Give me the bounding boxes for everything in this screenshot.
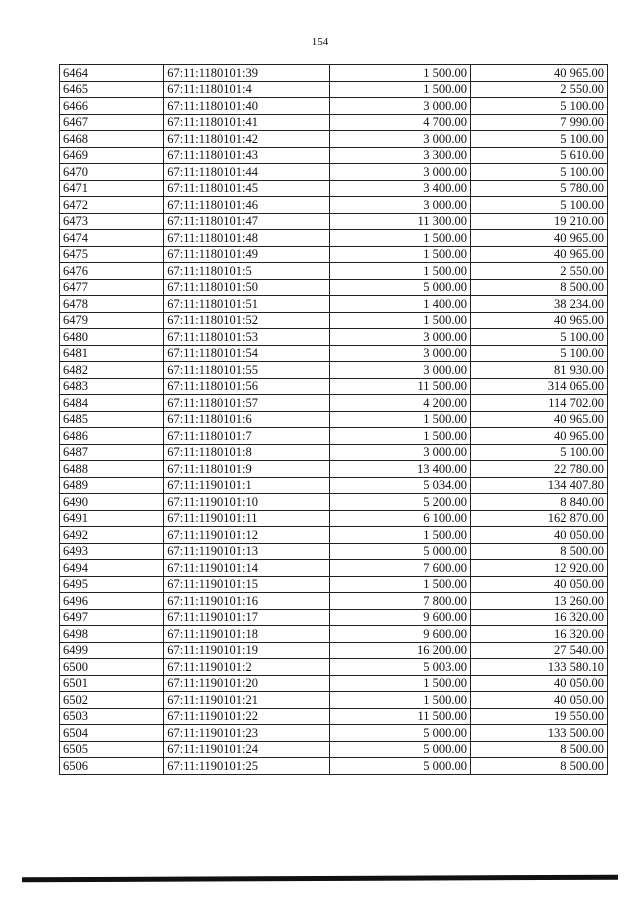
value-cell: 16 320.00 (470, 626, 607, 643)
value-cell: 5 100.00 (470, 345, 607, 362)
value-cell: 81 930.00 (470, 362, 607, 379)
table-row (60, 65, 608, 82)
area-cell: 3 000.00 (329, 329, 470, 346)
value-cell: 5 780.00 (470, 180, 607, 197)
value-cell: 8 500.00 (470, 543, 607, 560)
value-cell: 40 050.00 (470, 675, 607, 692)
cadastral-number-cell: 67:11:1180101:48 (164, 230, 330, 247)
table-row (60, 560, 608, 577)
area-cell: 3 000.00 (329, 98, 470, 115)
table-row (60, 741, 608, 758)
value-cell: 162 870.00 (470, 510, 607, 527)
value-cell: 19 550.00 (470, 708, 607, 725)
cadastral-number-cell: 67:11:1190101:1 (164, 477, 330, 494)
cadastral-number-cell: 67:11:1190101:18 (164, 626, 330, 643)
area-cell: 1 500.00 (329, 527, 470, 544)
table-row (60, 461, 608, 478)
area-cell: 1 500.00 (329, 65, 470, 82)
row-number-cell: 6472 (60, 197, 164, 214)
value-cell: 40 965.00 (470, 428, 607, 445)
bottom-rule (22, 875, 618, 883)
table-row (60, 758, 608, 775)
row-number-cell: 6500 (60, 659, 164, 676)
area-cell: 5 000.00 (329, 543, 470, 560)
area-cell: 16 200.00 (329, 642, 470, 659)
value-cell: 133 580.10 (470, 659, 607, 676)
table-row (60, 345, 608, 362)
row-number-cell: 6465 (60, 81, 164, 98)
area-cell: 6 100.00 (329, 510, 470, 527)
value-cell: 5 610.00 (470, 147, 607, 164)
area-cell: 1 500.00 (329, 246, 470, 263)
value-cell: 27 540.00 (470, 642, 607, 659)
cadastral-number-cell: 67:11:1190101:14 (164, 560, 330, 577)
area-cell: 1 500.00 (329, 692, 470, 709)
row-number-cell: 6504 (60, 725, 164, 742)
area-cell: 3 300.00 (329, 147, 470, 164)
row-number-cell: 6474 (60, 230, 164, 247)
area-cell: 4 700.00 (329, 114, 470, 131)
row-number-cell: 6497 (60, 609, 164, 626)
table-row (60, 164, 608, 181)
cadastral-number-cell: 67:11:1190101:23 (164, 725, 330, 742)
table-row (60, 642, 608, 659)
row-number-cell: 6464 (60, 65, 164, 82)
area-cell: 1 500.00 (329, 230, 470, 247)
cadastral-number-cell: 67:11:1190101:22 (164, 708, 330, 725)
row-number-cell: 6482 (60, 362, 164, 379)
cadastral-number-cell: 67:11:1180101:55 (164, 362, 330, 379)
table-row (60, 543, 608, 560)
area-cell: 11 500.00 (329, 708, 470, 725)
table-row (60, 378, 608, 395)
value-cell: 8 500.00 (470, 758, 607, 775)
cadastral-number-cell: 67:11:1180101:41 (164, 114, 330, 131)
cadastral-number-cell: 67:11:1180101:50 (164, 279, 330, 296)
cadastral-number-cell: 67:11:1180101:40 (164, 98, 330, 115)
value-cell: 40 965.00 (470, 246, 607, 263)
area-cell: 13 400.00 (329, 461, 470, 478)
table-row (60, 329, 608, 346)
area-cell: 5 003.00 (329, 659, 470, 676)
area-cell: 9 600.00 (329, 626, 470, 643)
row-number-cell: 6470 (60, 164, 164, 181)
row-number-cell: 6501 (60, 675, 164, 692)
area-cell: 5 034.00 (329, 477, 470, 494)
value-cell: 134 407.80 (470, 477, 607, 494)
cadastral-number-cell: 67:11:1180101:54 (164, 345, 330, 362)
row-number-cell: 6483 (60, 378, 164, 395)
table-row (60, 312, 608, 329)
area-cell: 3 000.00 (329, 362, 470, 379)
row-number-cell: 6466 (60, 98, 164, 115)
row-number-cell: 6476 (60, 263, 164, 280)
area-cell: 7 800.00 (329, 593, 470, 610)
value-cell: 5 100.00 (470, 329, 607, 346)
table-row (60, 576, 608, 593)
cadastral-number-cell: 67:11:1190101:24 (164, 741, 330, 758)
row-number-cell: 6481 (60, 345, 164, 362)
table-row (60, 444, 608, 461)
table-row (60, 246, 608, 263)
value-cell: 8 840.00 (470, 494, 607, 511)
row-number-cell: 6503 (60, 708, 164, 725)
area-cell: 3 400.00 (329, 180, 470, 197)
row-number-cell: 6479 (60, 312, 164, 329)
row-number-cell: 6469 (60, 147, 164, 164)
value-cell: 2 550.00 (470, 263, 607, 280)
table-row (60, 213, 608, 230)
table-row (60, 510, 608, 527)
value-cell: 40 965.00 (470, 411, 607, 428)
area-cell: 5 200.00 (329, 494, 470, 511)
cadastral-number-cell: 67:11:1180101:52 (164, 312, 330, 329)
row-number-cell: 6506 (60, 758, 164, 775)
cadastral-number-cell: 67:11:1190101:19 (164, 642, 330, 659)
cadastral-number-cell: 67:11:1190101:13 (164, 543, 330, 560)
table-row (60, 230, 608, 247)
area-cell: 4 200.00 (329, 395, 470, 412)
area-cell: 5 000.00 (329, 758, 470, 775)
row-number-cell: 6468 (60, 131, 164, 148)
row-number-cell: 6467 (60, 114, 164, 131)
value-cell: 40 965.00 (470, 230, 607, 247)
cadastral-number-cell: 67:11:1180101:53 (164, 329, 330, 346)
value-cell: 38 234.00 (470, 296, 607, 313)
area-cell: 5 000.00 (329, 725, 470, 742)
cadastral-number-cell: 67:11:1180101:7 (164, 428, 330, 445)
table-row (60, 527, 608, 544)
row-number-cell: 6486 (60, 428, 164, 445)
area-cell: 7 600.00 (329, 560, 470, 577)
table-row (60, 114, 608, 131)
table-row (60, 197, 608, 214)
value-cell: 40 965.00 (470, 312, 607, 329)
value-cell: 40 965.00 (470, 65, 607, 82)
cadastral-number-cell: 67:11:1180101:45 (164, 180, 330, 197)
table-row (60, 494, 608, 511)
cadastral-number-cell: 67:11:1190101:21 (164, 692, 330, 709)
value-cell: 5 100.00 (470, 131, 607, 148)
value-cell: 40 050.00 (470, 576, 607, 593)
row-number-cell: 6499 (60, 642, 164, 659)
table-row (60, 675, 608, 692)
area-cell: 5 000.00 (329, 741, 470, 758)
cadastral-number-cell: 67:11:1180101:44 (164, 164, 330, 181)
table-row (60, 362, 608, 379)
cadastral-number-cell: 67:11:1190101:17 (164, 609, 330, 626)
area-cell: 1 500.00 (329, 411, 470, 428)
cadastral-number-cell: 67:11:1180101:5 (164, 263, 330, 280)
area-cell: 9 600.00 (329, 609, 470, 626)
value-cell: 12 920.00 (470, 560, 607, 577)
table-row (60, 263, 608, 280)
cadastral-number-cell: 67:11:1190101:20 (164, 675, 330, 692)
row-number-cell: 6487 (60, 444, 164, 461)
cadastral-number-cell: 67:11:1190101:10 (164, 494, 330, 511)
area-cell: 3 000.00 (329, 164, 470, 181)
row-number-cell: 6505 (60, 741, 164, 758)
table-row (60, 708, 608, 725)
cadastral-number-cell: 67:11:1180101:56 (164, 378, 330, 395)
value-cell: 8 500.00 (470, 741, 607, 758)
value-cell: 5 100.00 (470, 197, 607, 214)
cadastral-number-cell: 67:11:1180101:4 (164, 81, 330, 98)
row-number-cell: 6480 (60, 329, 164, 346)
cadastral-number-cell: 67:11:1180101:46 (164, 197, 330, 214)
area-cell: 5 000.00 (329, 279, 470, 296)
area-cell: 1 500.00 (329, 428, 470, 445)
page-number: 154 (311, 36, 329, 48)
row-number-cell: 6485 (60, 411, 164, 428)
value-cell: 19 210.00 (470, 213, 607, 230)
value-cell: 40 050.00 (470, 527, 607, 544)
table-row (60, 296, 608, 313)
value-cell: 114 702.00 (470, 395, 607, 412)
row-number-cell: 6494 (60, 560, 164, 577)
table-row (60, 692, 608, 709)
area-cell: 1 500.00 (329, 675, 470, 692)
cadastral-number-cell: 67:11:1190101:15 (164, 576, 330, 593)
area-cell: 1 500.00 (329, 81, 470, 98)
row-number-cell: 6489 (60, 477, 164, 494)
table-row (60, 147, 608, 164)
value-cell: 5 100.00 (470, 164, 607, 181)
area-cell: 11 300.00 (329, 213, 470, 230)
row-number-cell: 6502 (60, 692, 164, 709)
row-number-cell: 6490 (60, 494, 164, 511)
row-number-cell: 6491 (60, 510, 164, 527)
area-cell: 1 500.00 (329, 576, 470, 593)
area-cell: 1 400.00 (329, 296, 470, 313)
cadastral-number-cell: 67:11:1180101:39 (164, 65, 330, 82)
row-number-cell: 6492 (60, 527, 164, 544)
table-row (60, 593, 608, 610)
table-row (60, 81, 608, 98)
row-number-cell: 6498 (60, 626, 164, 643)
area-cell: 3 000.00 (329, 197, 470, 214)
value-cell: 40 050.00 (470, 692, 607, 709)
table-row (60, 626, 608, 643)
table-row (60, 131, 608, 148)
cadastral-number-cell: 67:11:1190101:12 (164, 527, 330, 544)
value-cell: 13 260.00 (470, 593, 607, 610)
registry-table (59, 64, 608, 775)
cadastral-number-cell: 67:11:1180101:47 (164, 213, 330, 230)
area-cell: 3 000.00 (329, 345, 470, 362)
area-cell: 3 000.00 (329, 131, 470, 148)
row-number-cell: 6478 (60, 296, 164, 313)
area-cell: 3 000.00 (329, 444, 470, 461)
table-row (60, 98, 608, 115)
cadastral-number-cell: 67:11:1180101:8 (164, 444, 330, 461)
cadastral-number-cell: 67:11:1190101:25 (164, 758, 330, 775)
cadastral-number-cell: 67:11:1180101:9 (164, 461, 330, 478)
cadastral-number-cell: 67:11:1190101:11 (164, 510, 330, 527)
value-cell: 2 550.00 (470, 81, 607, 98)
cadastral-number-cell: 67:11:1180101:49 (164, 246, 330, 263)
cadastral-number-cell: 67:11:1180101:6 (164, 411, 330, 428)
row-number-cell: 6493 (60, 543, 164, 560)
row-number-cell: 6473 (60, 213, 164, 230)
row-number-cell: 6495 (60, 576, 164, 593)
cadastral-number-cell: 67:11:1180101:42 (164, 131, 330, 148)
table-row (60, 725, 608, 742)
value-cell: 7 990.00 (470, 114, 607, 131)
value-cell: 16 320.00 (470, 609, 607, 626)
value-cell: 5 100.00 (470, 98, 607, 115)
table-row (60, 609, 608, 626)
area-cell: 1 500.00 (329, 312, 470, 329)
value-cell: 314 065.00 (470, 378, 607, 395)
row-number-cell: 6496 (60, 593, 164, 610)
cadastral-number-cell: 67:11:1180101:51 (164, 296, 330, 313)
row-number-cell: 6477 (60, 279, 164, 296)
cadastral-number-cell: 67:11:1190101:16 (164, 593, 330, 610)
value-cell: 22 780.00 (470, 461, 607, 478)
table-row (60, 279, 608, 296)
table-row (60, 411, 608, 428)
table-row (60, 477, 608, 494)
area-cell: 11 500.00 (329, 378, 470, 395)
table-row (60, 428, 608, 445)
value-cell: 5 100.00 (470, 444, 607, 461)
table-row (60, 659, 608, 676)
cadastral-number-cell: 67:11:1180101:43 (164, 147, 330, 164)
cadastral-number-cell: 67:11:1190101:2 (164, 659, 330, 676)
area-cell: 1 500.00 (329, 263, 470, 280)
value-cell: 8 500.00 (470, 279, 607, 296)
registry-table-body (60, 65, 608, 775)
cadastral-number-cell: 67:11:1180101:57 (164, 395, 330, 412)
row-number-cell: 6475 (60, 246, 164, 263)
row-number-cell: 6484 (60, 395, 164, 412)
table-row (60, 180, 608, 197)
table-row (60, 395, 608, 412)
row-number-cell: 6488 (60, 461, 164, 478)
value-cell: 133 500.00 (470, 725, 607, 742)
row-number-cell: 6471 (60, 180, 164, 197)
